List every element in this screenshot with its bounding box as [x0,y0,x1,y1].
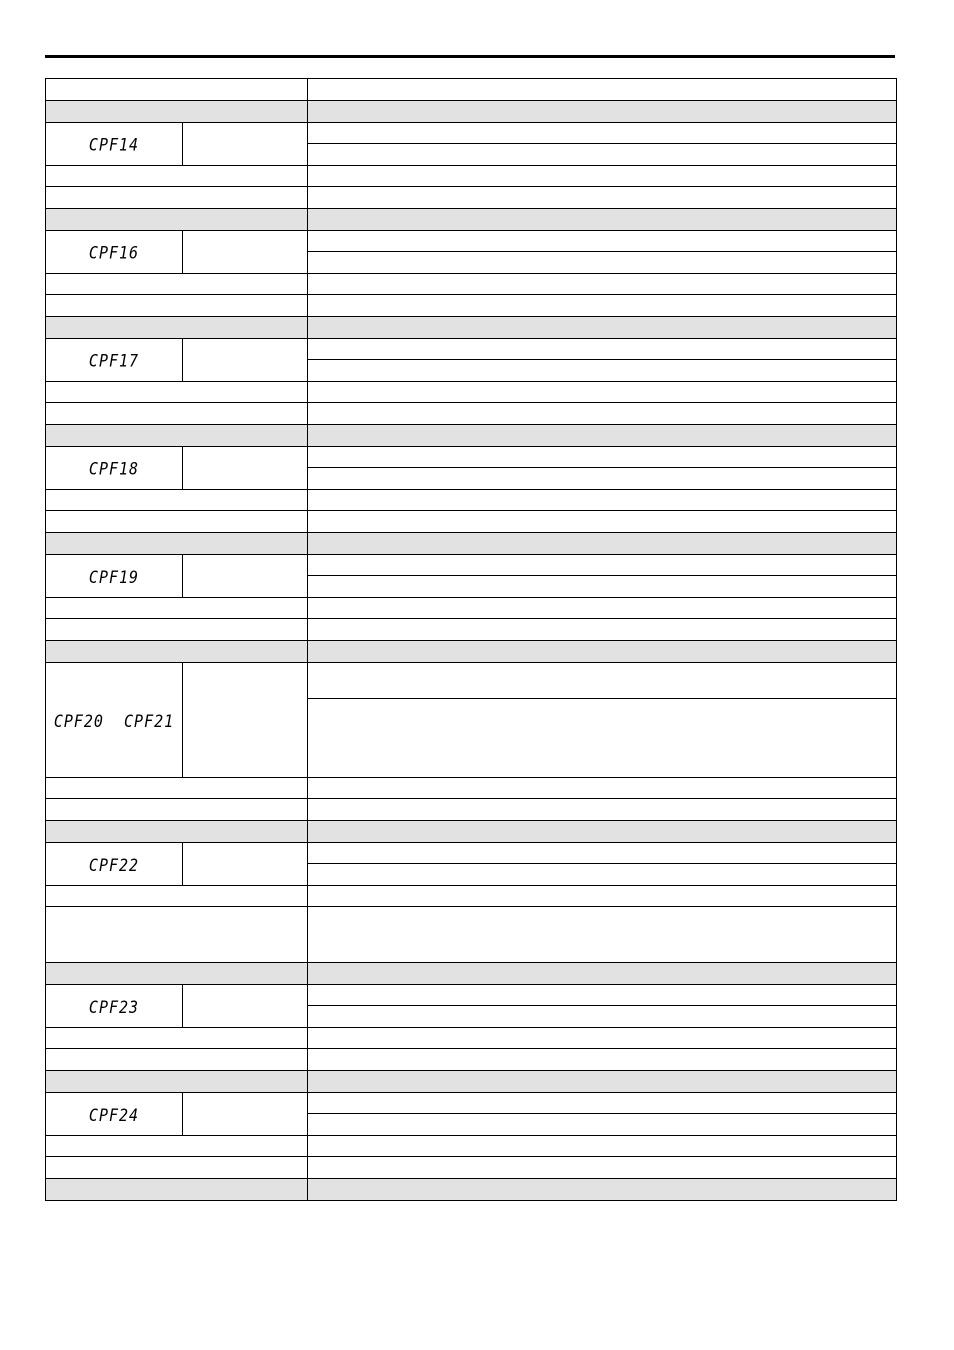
fault-title-row [46,1179,897,1201]
fault-title-row [46,533,897,555]
fault-display-row [46,339,897,360]
table-row [46,274,897,295]
digital-operator-display [46,447,183,490]
table-row [46,490,897,511]
header-rule [45,55,895,58]
table-row [46,295,897,317]
digital-operator-display [46,339,183,382]
fault-name-cell [183,339,308,382]
digital-operator-display [46,123,183,166]
table-row [46,187,897,209]
fault-code: CPF17 [88,350,140,371]
header-cell-fault [46,79,308,101]
fault-name-cell [183,123,308,166]
table-row [46,382,897,403]
digital-operator-display [46,231,183,274]
fault-display-row [46,843,897,864]
fault-title-row [46,641,897,663]
digital-operator-display [46,663,183,778]
header-cell-cause [308,79,897,101]
fault-title-row [46,425,897,447]
table-row [46,619,897,641]
fault-display-row [46,985,897,1006]
fault-name-cell [183,231,308,274]
fault-code: CPF20 CPF21 [53,710,175,731]
fault-code: CPF18 [88,458,140,479]
fault-code: CPF14 [88,134,140,155]
fault-display-row [46,231,897,252]
table-row [46,511,897,533]
fault-name-cell [183,843,308,886]
fault-code: CPF19 [88,566,140,587]
table-row [46,778,897,799]
fault-display-row [46,123,897,144]
fault-title-row [46,317,897,339]
fault-title-row [46,1071,897,1093]
fault-title-row [46,101,897,123]
digital-operator-display [46,555,183,598]
table-row [46,1049,897,1071]
table-row [46,1028,897,1049]
fault-display-row [46,447,897,468]
fault-code: CPF16 [88,242,140,263]
fault-code: CPF23 [88,996,140,1017]
fault-name-cell [183,555,308,598]
fault-display-row [46,1093,897,1114]
fault-code: CPF24 [88,1104,140,1125]
fault-title-row [46,821,897,843]
digital-operator-display [46,985,183,1028]
table-row [46,166,897,187]
fault-name-cell [183,1093,308,1136]
fault-title-row [46,209,897,231]
digital-operator-display [46,843,183,886]
table-row [46,886,897,907]
fault-display-row [46,555,897,576]
fault-name-cell [183,985,308,1028]
fault-name-cell [183,663,308,778]
fault-title-row [46,963,897,985]
digital-operator-display [46,1093,183,1136]
fault-code-table [45,78,897,1201]
table-row [46,598,897,619]
table-row [46,1157,897,1179]
fault-name-cell [183,447,308,490]
table-row [46,799,897,821]
fault-display-row [46,663,897,699]
fault-code: CPF22 [88,854,140,875]
table-row [46,907,897,963]
table-row [46,403,897,425]
table-row [46,1136,897,1157]
table-header-row [46,79,897,101]
